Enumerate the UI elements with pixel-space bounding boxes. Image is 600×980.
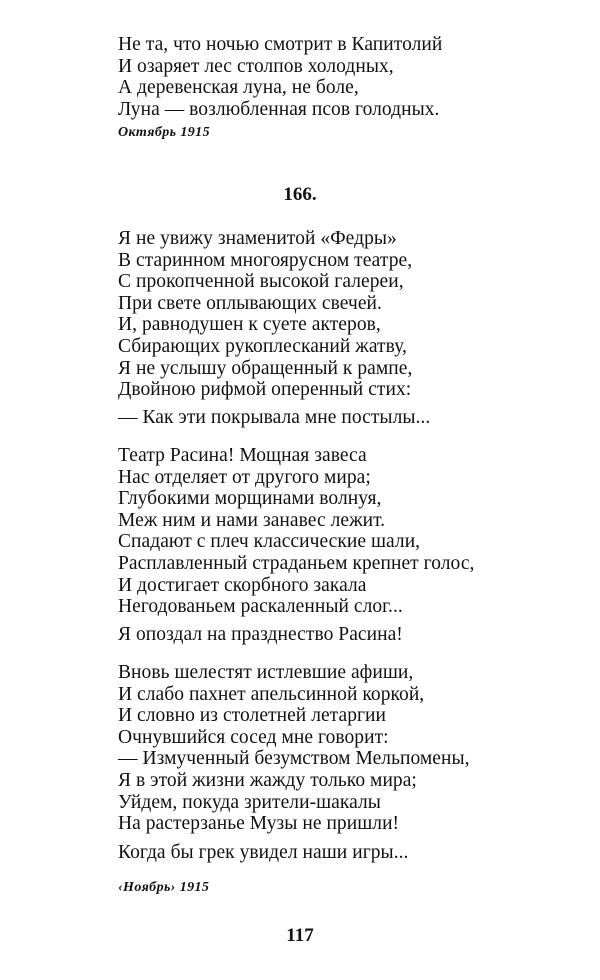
poem-line: На растерзанье Музы не пришли! bbox=[118, 813, 400, 835]
poem-line: И словно из столетней летаргии bbox=[118, 705, 387, 727]
poem-line: Сбирающих рукоплесканий жатву, bbox=[118, 335, 407, 357]
poem-line: Спадают с плеч классические шали, bbox=[118, 531, 421, 553]
poem-line: Расплавленный страданьем крепнет голос, bbox=[118, 552, 475, 574]
poem-line: Я не увижу знаменитой «Федры» bbox=[118, 228, 397, 249]
poem-line: Луна — возлюбленная псов голодных. bbox=[118, 98, 440, 120]
poem-line: Театр Расина! Мощная завеса bbox=[118, 445, 367, 466]
stanza-6 bbox=[118, 842, 578, 864]
poem-line: И, равнодушен к суете актеров, bbox=[118, 314, 381, 336]
poem-line: И озаряет лес столпов холодных, bbox=[118, 55, 394, 77]
poem-number: 166. bbox=[283, 184, 317, 205]
poem-line: Меж ним и нами занавес лежит. bbox=[118, 509, 386, 531]
stanza-4 bbox=[118, 624, 578, 646]
stanza-3 bbox=[118, 445, 578, 618]
previous-poem-date: Октябрь 1915 bbox=[118, 125, 210, 140]
poem-line: — Как эти покрывала мне постылы... bbox=[118, 407, 431, 428]
previous-poem-ending bbox=[118, 34, 578, 120]
poem-line: Очнувшийся сосед мне говорит: bbox=[118, 726, 389, 748]
poem-line: Я опоздал на празднество Расина! bbox=[118, 624, 403, 645]
poem-line: Я в этой жизни жажду только мира; bbox=[118, 769, 417, 791]
poem-line: Глубокими морщинами волнуя, bbox=[118, 488, 382, 510]
poem-line: — Измученный безумством Мельпомены, bbox=[118, 748, 470, 770]
poem-line: При свете оплывающих свечей. bbox=[118, 292, 382, 314]
poem-line: В старинном многоярусном театре, bbox=[118, 249, 413, 271]
poem-line: А деревенская луна, не боле, bbox=[118, 77, 359, 99]
stanza-5 bbox=[118, 662, 578, 835]
poem-date: ‹Ноябрь› 1915 bbox=[118, 880, 210, 895]
stanza-2 bbox=[118, 407, 578, 429]
poem-line: Уйдем, покуда зрители-шакалы bbox=[118, 791, 381, 813]
poem-line: С прокопченной высокой галереи, bbox=[118, 271, 404, 293]
poem-line: Не та, что ночью смотрит в Капитолий bbox=[118, 34, 443, 55]
poem-line: Двойною рифмой оперенный стих: bbox=[118, 379, 412, 401]
poem-line: Когда бы грек увидел наши игры... bbox=[118, 842, 409, 863]
poem-line: И слабо пахнет апельсинной коркой, bbox=[118, 683, 425, 705]
poem-line: Вновь шелестят истлевшие афиши, bbox=[118, 662, 414, 683]
poem-line: Нас отделяет от другого мира; bbox=[118, 466, 371, 488]
stanza-1 bbox=[118, 228, 578, 401]
poem-line: И достигает скорбного закала bbox=[118, 574, 367, 596]
poem-line: Негодованьем раскаленный слог... bbox=[118, 596, 403, 618]
page-number: 117 bbox=[286, 925, 314, 946]
poem-line: Я не услышу обращенный к рампе, bbox=[118, 357, 413, 379]
